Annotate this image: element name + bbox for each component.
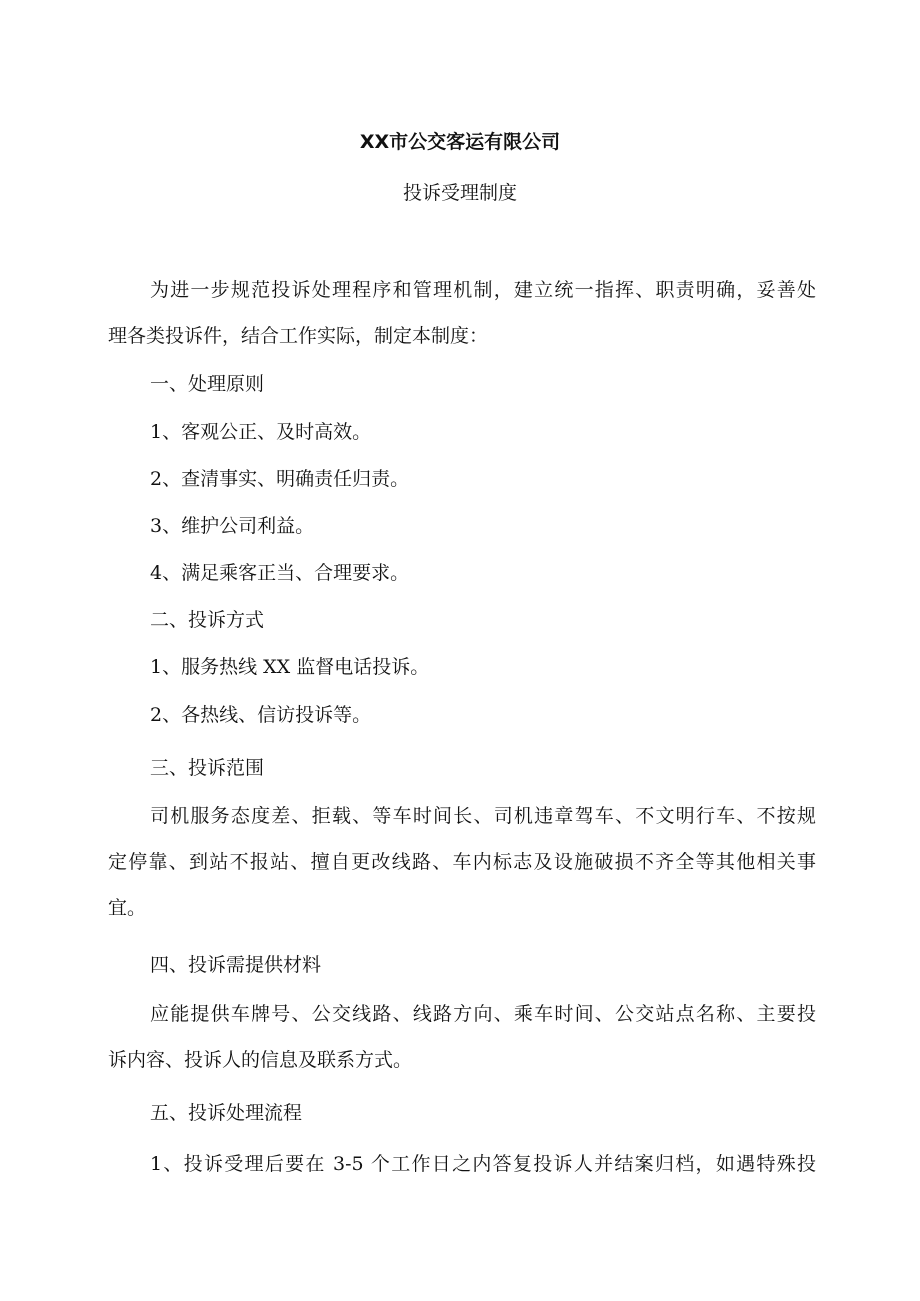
- intro-line-2: 理各类投诉件，结合工作实际，制定本制度：: [108, 325, 489, 347]
- section-4-line-2: 诉内容、投诉人的信息及联系方式。: [108, 1049, 413, 1071]
- intro-line-1: 为进一步规范投诉处理程序和管理机制，建立统一指挥、职责明确，妥善处: [150, 279, 816, 301]
- title-prefix: XX: [359, 131, 390, 153]
- intro-paragraph: [108, 278, 816, 348]
- section-3-line-2: 定停靠、到站不报站、擅自更改线路、车内标志及设施破损不齐全等其他相关事: [108, 851, 816, 873]
- section-3-line-3: 宜。: [108, 897, 147, 919]
- section-4-paragraph: [108, 1002, 816, 1072]
- section-1-item-2: 2、查清事实、明确责任归责。: [150, 468, 410, 490]
- section-5-heading: 五、投诉处理流程: [150, 1102, 303, 1124]
- document-title-company: [0, 130, 920, 154]
- section-1-item-1: 1、客观公正、及时高效。: [150, 421, 372, 443]
- section-1-item-3: 3、维护公司利益。: [150, 515, 315, 537]
- section-1-item-4: 4、满足乘客正当、合理要求。: [150, 562, 410, 584]
- section-2-item-2: 2、各热线、信访投诉等。: [150, 704, 372, 726]
- section-2-item-1: 1、服务热线 XX 监督电话投诉。: [150, 656, 430, 678]
- section-4-line-1: 应能提供车牌号、公交线路、线路方向、乘车时间、公交站点名称、主要投: [150, 1003, 816, 1025]
- section-5-paragraph: [108, 1152, 816, 1176]
- section-3-line-1: 司机服务态度差、拒载、等车时间长、司机违章驾车、不文明行车、不按规: [150, 805, 816, 827]
- section-3-paragraph: [108, 804, 816, 920]
- section-1-heading: 一、处理原则: [150, 373, 265, 395]
- section-3-heading: 三、投诉范围: [150, 757, 265, 779]
- document-title-policy: 投诉受理制度: [402, 182, 517, 204]
- title-company-name: 市公交客运有限公司: [389, 131, 561, 153]
- section-4-heading: 四、投诉需提供材料: [150, 954, 322, 976]
- section-2-heading: 二、投诉方式: [150, 609, 265, 631]
- section-5-line-1: 1、投诉受理后要在 3-5 个工作日之内答复投诉人并结案归档，如遇特殊投: [150, 1153, 816, 1175]
